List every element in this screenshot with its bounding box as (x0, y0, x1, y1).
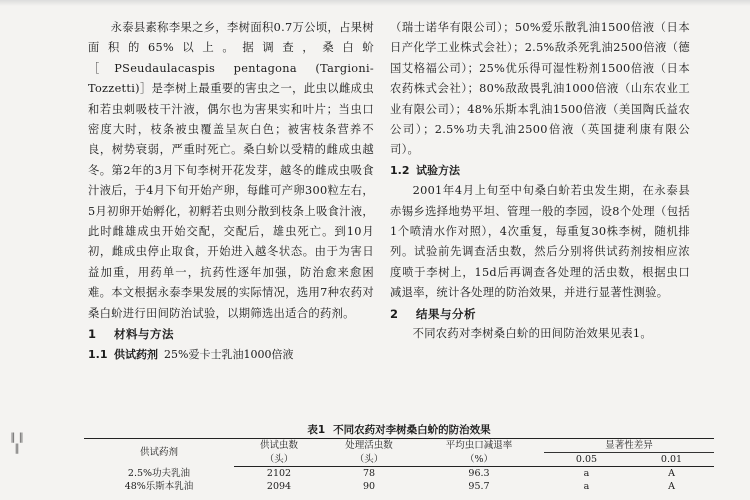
cell-sig005: a (583, 468, 590, 479)
table-caption (84, 422, 714, 438)
cell-sig005: a (583, 481, 590, 492)
table-row (84, 467, 714, 481)
section-number: 1 (88, 327, 97, 342)
cell-post: 90 (362, 481, 376, 492)
subsection-heading-method (390, 161, 690, 181)
method-paragraph: 2001年4月上旬至中旬桑白蚧若虫发生期，在永泰县赤锡乡选择地势平坦、管理一般的李园，设8个处理（包括1个喷清水作对照），4次重复，每重复30株李树，随机排列。试验前先调查活虫数，然后分别将供试药剂按相应浓度喷于李树上，15d后再调查各处理的活虫数，根据虫口减退率，统计各处理的防治效果，并进行显著性测验。 (390, 184, 690, 300)
subsection-title: 试验方法 (416, 163, 460, 177)
cell-sig001: A (668, 468, 675, 479)
section-title: 结果与分析 (416, 306, 476, 321)
cell-rate: 96.3 (468, 468, 490, 479)
subsection-number: 1.1 (88, 347, 108, 361)
agent-first: 25%爱卡士乳油1000倍液 (164, 347, 294, 361)
results-table (84, 438, 714, 493)
section-title: 材料与方法 (114, 327, 174, 342)
header-unit-percent: （%） (414, 453, 544, 467)
page-top-edge (0, 0, 750, 6)
subsection-heading-agents (88, 345, 374, 365)
left-column (88, 18, 374, 365)
cell-agent: 48%乐斯本乳油 (124, 481, 194, 492)
header-post-count: 处理活虫数 (324, 439, 414, 453)
header-unit-post: （头） (324, 453, 414, 467)
header-pre-count: 供试虫数 (234, 439, 324, 453)
table-row (84, 480, 714, 493)
section-heading-materials (88, 324, 374, 344)
subsection-number: 1.2 (390, 163, 410, 177)
subsection-title: 供试药剂 (114, 347, 158, 361)
header-sig-001: 0.01 (629, 453, 714, 467)
header-unit-count: （头） (234, 453, 324, 467)
cell-pre: 2094 (266, 481, 292, 492)
margin-binding-marks: ‖ ‖ ‖ (10, 432, 24, 454)
header-reduction: 平均虫口减退率 (414, 439, 544, 453)
results-paragraph: 不同农药对李树桑白蚧的田间防治效果见表1。 (412, 327, 653, 341)
header-significance: 显著性差异 (544, 439, 714, 453)
right-column (390, 18, 690, 345)
section-number: 2 (390, 306, 399, 321)
results-table-block (84, 422, 714, 493)
agents-list-paragraph: （瑞士诺华有限公司）；50%爱乐散乳油1500倍液（日本日产化学工业株式会社）；2.5%敌杀死乳油2500倍液（德国艾格福公司）；25%优乐得可湿性粉剂1500倍液（日本农药株式会社）；80%敌敌畏乳油1000倍液（山东农业工业有限公司）；48%乐斯本乳油1500倍液（美国陶氏益农公司）；2.5%功夫乳油2500倍液（英国捷利康有限公司）。 (390, 21, 690, 157)
cell-rate: 95.7 (468, 481, 490, 492)
table-number: 表1 (307, 424, 326, 436)
intro-paragraph: 永泰县素称李果之乡，李树面积0.7万公顷，占果树面积的65%以上。据调查，桑白蚧［PSeudaulacaspis pentagona (Targioni-Tozzetti)］是李树上最重要的害虫之一，此虫以雌成虫和若虫刺吸枝干汁液，偶尔也为害果实和叶片；当虫口密度大时，枝条被虫覆盖呈灰白色；被害枝条营养不良，树势衰弱，严重时死亡。桑白蚧以受精的雌成虫越冬。第2年的3月下旬李树开花发芽，越冬的雌成虫吸食汁液后，于4月下旬开始产卵，每雌可产卵300粒左右，5月初卵开始孵化，初孵若虫则分散到枝条上吸食汁液，此时雌雄成虫开始交配，交配后，雄虫死亡。到10月初，雌成虫停止取食，开始进入越冬状态。由于为害日益加重，用药单一，抗药性逐年加强，防治愈来愈困难。本文根据永泰李果发展的实际情况，选用7种农药对桑白蚧进行田间防治试验，以期筛选出适合的药剂。 (88, 21, 374, 320)
cell-agent: 2.5%功夫乳油 (127, 467, 191, 479)
cell-sig001: A (668, 481, 675, 492)
cell-pre: 2102 (266, 468, 292, 479)
cell-post: 78 (362, 468, 376, 479)
header-agent: 供试药剂 (84, 439, 234, 467)
header-sig-005: 0.05 (544, 453, 629, 467)
section-heading-results (390, 304, 690, 324)
table-title: 不同农药对李树桑白蚧的防治效果 (333, 424, 491, 436)
